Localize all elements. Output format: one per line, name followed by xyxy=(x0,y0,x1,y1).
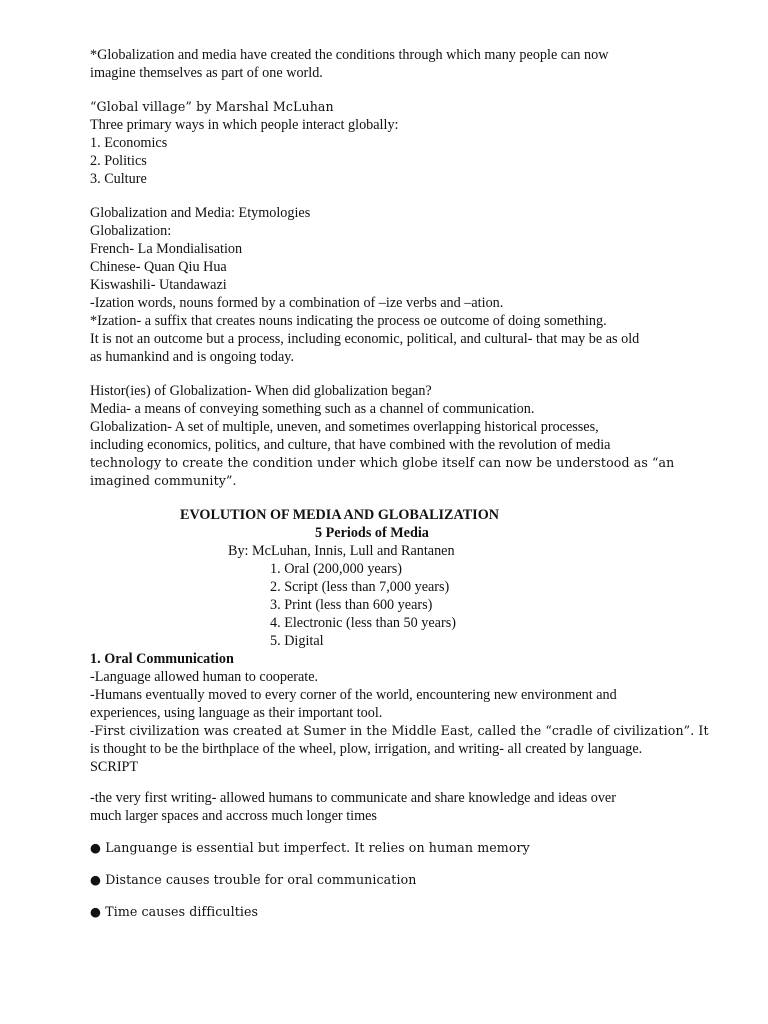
way-culture: 3. Culture xyxy=(90,171,147,187)
media-definition: Media- a means of conveying something such as a channel of communication. xyxy=(90,401,535,417)
oral-communication-heading: 1. Oral Communication xyxy=(90,651,234,667)
process-line-2: as humankind and is ongoing today. xyxy=(90,349,294,365)
way-economics: 1. Economics xyxy=(90,135,168,151)
three-ways-heading: Three primary ways in which people interact globally: xyxy=(90,117,399,133)
period-script: 2. Script (less than 7,000 years) xyxy=(270,579,450,595)
writing-line-1: -the very first writing- allowed humans to communicate and share knowledge and ideas over xyxy=(90,790,616,806)
translation-chinese: Chinese- Quan Qiu Hua xyxy=(90,259,227,275)
period-print: 3. Print (less than 600 years) xyxy=(270,597,433,613)
ization-suffix-line: *Ization- a suffix that creates nouns indicating the process oe outcome of doing something. xyxy=(90,313,607,329)
intro-line-2: imagine themselves as part of one world. xyxy=(90,65,323,81)
evolution-title: EVOLUTION OF MEDIA AND GLOBALIZATION xyxy=(180,507,499,523)
globalization-label: Globalization: xyxy=(90,223,172,239)
bullet-language: ● Languange is essential but imperfect. It relies on human memory xyxy=(90,840,530,855)
periods-title: 5 Periods of Media xyxy=(315,525,429,541)
globalization-definition-2: including economics, politics, and culture, that have combined with the revolution of media xyxy=(90,437,611,453)
globalization-definition-3: technology to create the condition under which globe itself can now be understood as “an xyxy=(90,455,675,470)
process-line-1: It is not an outcome but a process, including economic, political, and cultural- that may be as old xyxy=(90,331,640,347)
bullet-time: ● Time causes difficulties xyxy=(90,904,259,919)
authors-line: By: McLuhan, Innis, Lull and Rantanen xyxy=(228,543,455,559)
translation-french: French- La Mondialisation xyxy=(90,241,243,257)
period-digital: 5. Digital xyxy=(270,633,324,649)
global-village-line: “Global village” by Marshal McLuhan xyxy=(90,99,334,114)
sumer-line-2: is thought to be the birthplace of the wheel, plow, irrigation, and writing- all created by language. xyxy=(90,741,643,757)
way-politics: 2. Politics xyxy=(90,153,147,169)
period-oral: 1. Oral (200,000 years) xyxy=(270,561,402,577)
sumer-line: -First civilization was created at Sumer in the Middle East, called the “cradle of civilization”. It xyxy=(90,723,709,738)
script-label: SCRIPT xyxy=(90,759,139,775)
writing-line-2: much larger spaces and accross much longer times xyxy=(90,808,377,824)
globalization-definition-1: Globalization- A set of multiple, uneven, and sometimes overlapping historical processes, xyxy=(90,419,599,435)
histories-line: Histor(ies) of Globalization- When did globalization began? xyxy=(90,383,432,399)
document-page xyxy=(90,46,709,921)
intro-line-1: *Globalization and media have created the conditions through which many people can now xyxy=(90,47,609,63)
bullet-distance: ● Distance causes trouble for oral communication xyxy=(90,872,417,887)
oral-point-1: -Language allowed human to cooperate. xyxy=(90,669,319,685)
oral-point-2: -Humans eventually moved to every corner of the world, encountering new environment and xyxy=(90,687,617,703)
oral-point-3: experiences, using language as their important tool. xyxy=(90,705,383,721)
period-electronic: 4. Electronic (less than 50 years) xyxy=(270,615,456,631)
globalization-definition-4: imagined community”. xyxy=(90,473,237,488)
etymologies-heading: Globalization and Media: Etymologies xyxy=(90,205,311,221)
ization-words-line: -Ization words, nouns formed by a combination of –ize verbs and –ation. xyxy=(90,295,504,311)
translation-kiswahili: Kiswashili- Utandawazi xyxy=(90,277,227,293)
